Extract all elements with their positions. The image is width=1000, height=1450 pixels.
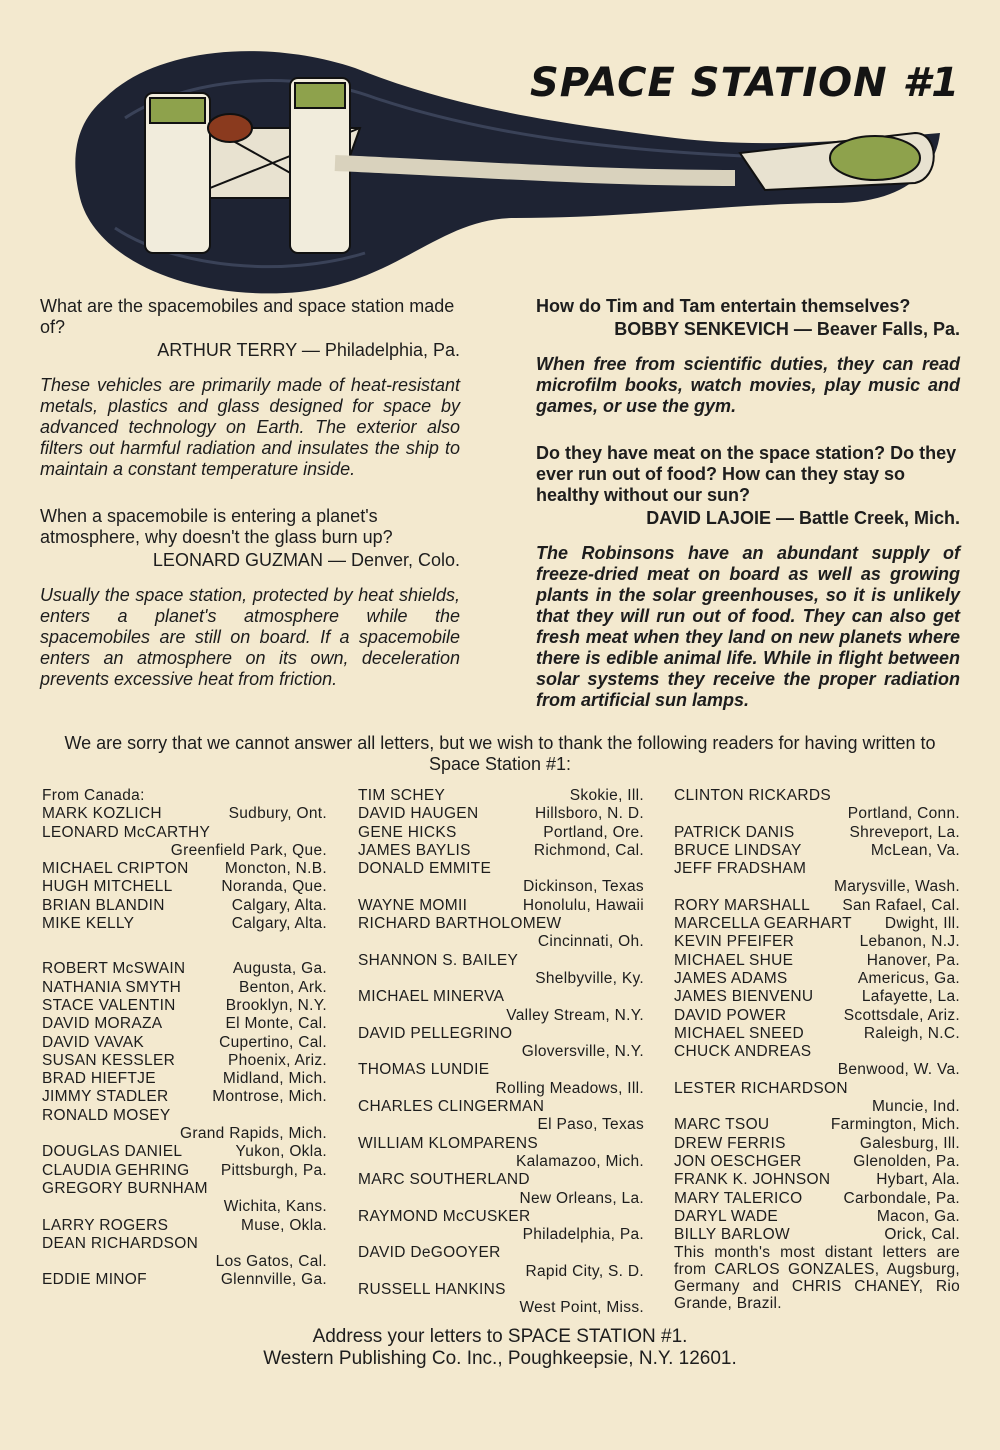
reader-name: BRUCE LINDSAY: [674, 841, 802, 859]
reader-place: Honolulu, Hawaii: [522, 896, 644, 914]
reader-place: El Paso, Texas: [537, 1116, 644, 1134]
reader-place: Gloversville, N.Y.: [521, 1043, 644, 1061]
reader-place: Montrose, Mich.: [212, 1088, 327, 1106]
reader-name: MARCELLA GEARHART: [674, 915, 852, 933]
reader-place: San Rafael, Cal.: [842, 896, 960, 914]
reader-name: DARYL WADE: [674, 1207, 779, 1225]
reader-place: Philadelphia, Pa.: [522, 1226, 644, 1244]
reader-place: Midland, Mich.: [222, 1070, 327, 1088]
reader-entry: [674, 1116, 960, 1134]
reader-entry: [674, 824, 960, 842]
reader-name: JIMMY STADLER: [42, 1088, 169, 1106]
reader-place: Dwight, Ill.: [884, 915, 960, 933]
reader-place: Kalamazoo, Mich.: [516, 1152, 644, 1170]
reader-name: DAVID MORAZA: [42, 1015, 163, 1033]
reader-entry: [674, 1153, 960, 1171]
letters-left-column: [40, 296, 460, 690]
reader-entry: [42, 979, 327, 997]
reader-place: Rapid City, S. D.: [525, 1262, 644, 1280]
reader-name: NATHANIA SMYTH: [42, 978, 182, 996]
reader-place: Shreveport, La.: [849, 823, 960, 841]
reader-place: Benton, Ark.: [238, 978, 327, 996]
reader-name: JAMES BAYLIS: [358, 841, 471, 859]
reader-place: Los Gatos, Cal.: [215, 1253, 327, 1271]
footer-line-1: Address your letters to SPACE STATION #1.: [312, 1326, 688, 1347]
reader-place: Valley Stream, N.Y.: [506, 1006, 644, 1024]
reader-entry: [674, 1190, 960, 1208]
reader-name: BRIAN BLANDIN: [42, 896, 165, 914]
reader-name: ROBERT McSWAIN: [42, 960, 186, 978]
readers-column-3: [674, 787, 960, 1312]
reader-name: WILLIAM KLOMPARENS: [358, 1134, 538, 1152]
reader-place: Portland, Ore.: [543, 823, 644, 841]
reader-entry: [358, 1061, 644, 1098]
reader-credit: LEONARD GUZMAN — Denver, Colo.: [152, 550, 460, 570]
reader-entry: [358, 1135, 644, 1172]
reader-name: GREGORY BURNHAM: [42, 1179, 208, 1197]
reader-credit: BOBBY SENKEVICH — Beaver Falls, Pa.: [614, 319, 960, 339]
question: How do Tim and Tam entertain themselves?: [536, 296, 911, 316]
reader-place: Moncton, N.B.: [224, 860, 327, 878]
question: When a spacemobile is entering a planet's atmosphere, why doesn't the glass burn up?: [40, 506, 393, 547]
reader-name: CHARLES CLINGERMAN: [358, 1098, 545, 1116]
reader-place: Sudbury, Ont.: [228, 805, 327, 823]
reader-entry: [674, 1208, 960, 1226]
reader-entry: [42, 997, 327, 1015]
reader-name: TIM SCHEY: [358, 787, 446, 804]
reader-place: Augusta, Ga.: [232, 960, 327, 978]
reader-name: MARC SOUTHERLAND: [358, 1171, 530, 1189]
reader-entry: [674, 952, 960, 970]
reader-entry: [358, 805, 644, 823]
reader-place: Yukon, Okla.: [235, 1143, 327, 1161]
reader-entry: [358, 897, 644, 915]
reader-entry: [358, 787, 644, 805]
reader-place: Macon, Ga.: [876, 1207, 960, 1225]
reader-place: Scottsdale, Ariz.: [843, 1006, 960, 1024]
footer-line-2: Western Publishing Co. Inc., Poughkeepsie, N.Y. 12601.: [263, 1348, 737, 1369]
reader-entry: [674, 1226, 960, 1244]
reader-place: Cincinnati, Oh.: [537, 933, 644, 951]
reader-name: MARY TALERICO: [674, 1189, 803, 1207]
question: Do they have meat on the space station? Do they ever run out of food? How can they stay so healthy without our sun?: [536, 443, 957, 505]
reader-name: RAYMOND McCUSKER: [358, 1207, 531, 1225]
reader-name: DAVID DeGOOYER: [358, 1244, 501, 1262]
reader-name: DAVID PELLEGRINO: [358, 1024, 513, 1042]
reader-name: FRANK K. JOHNSON: [674, 1171, 831, 1189]
reader-entry: [358, 1025, 644, 1062]
reader-place: Calgary, Alta.: [231, 896, 327, 914]
reader-place: Lafayette, La.: [861, 988, 960, 1006]
reader-place: Portland, Conn.: [847, 805, 960, 823]
reader-place: Carbondale, Pa.: [843, 1189, 960, 1207]
reader-entry: [358, 988, 644, 1025]
reader-name: CLINTON RICKARDS: [674, 787, 831, 804]
reader-name: WAYNE MOMII: [358, 896, 468, 914]
reader-entry: [42, 1034, 327, 1052]
reader-name: MARK KOZLICH: [42, 805, 162, 823]
reader-entry: [674, 1080, 960, 1117]
reader-place: Cupertino, Cal.: [219, 1033, 327, 1051]
reader-entry: [42, 1052, 327, 1070]
answer: These vehicles are primarily made of heat-resistant metals, plastics and glass designed for space by advanced technology on Earth. The exterior also filters out harmful radiation and insulates the ship to maintain a constant temperature inside.: [40, 375, 460, 479]
reader-place: Hillsboro, N. D.: [534, 805, 644, 823]
reader-name: MICHAEL MINERVA: [358, 988, 505, 1006]
reader-name: DAVID VAVAK: [42, 1033, 145, 1051]
reader-entry: [42, 915, 327, 933]
reader-name: STACE VALENTIN: [42, 996, 176, 1014]
reader-name: HUGH MITCHELL: [42, 878, 173, 896]
reader-name: MICHAEL CRIPTON: [42, 860, 189, 878]
reader-entry: [674, 842, 960, 860]
question: What are the spacemobiles and space station made of?: [40, 296, 455, 337]
reader-name: DOUGLAS DANIEL: [42, 1143, 183, 1161]
canada-header: From Canada:: [42, 787, 145, 804]
reader-name: LESTER RICHARDSON: [674, 1079, 848, 1097]
reader-place: Farmington, Mich.: [830, 1116, 960, 1134]
reader-place: Rolling Meadows, Ill.: [495, 1079, 644, 1097]
reader-name: SUSAN KESSLER: [42, 1051, 176, 1069]
reader-place: Muncie, Ind.: [871, 1098, 960, 1116]
reader-place: Shelbyville, Ky.: [535, 969, 644, 987]
answer: Usually the space station, protected by heat shields, enters a planet's atmosphere while the spacemobiles are still on board. If a spacemobile enters an atmosphere on its own, deceleration prevents excessive heat from friction.: [40, 585, 460, 689]
reader-name: DONALD EMMITE: [358, 860, 492, 878]
reader-place: West Point, Miss.: [519, 1299, 644, 1317]
reader-entry: [42, 805, 327, 823]
reader-place: Calgary, Alta.: [231, 915, 327, 933]
reader-place: Phoenix, Ariz.: [228, 1051, 327, 1069]
answer: The Robinsons have an abundant supply of freeze-dried meat on board as well as growing plants in the solar greenhouses, so it is unlikely that they will run out of food. They can also get fresh meat when they land on new planets where there is edible animal life. While in flight between solar systems they receive the proper radiation from artificial sun lamps.: [536, 543, 960, 710]
reader-place: Brooklyn, N.Y.: [225, 996, 327, 1014]
reader-entry: [674, 988, 960, 1006]
reader-name: SHANNON S. BAILEY: [358, 951, 519, 969]
reader-name: DAVID HAUGEN: [358, 805, 479, 823]
reader-name: RICHARD BARTHOLOMEW: [358, 915, 562, 933]
reader-place: El Monte, Cal.: [225, 1015, 327, 1033]
reader-place: Wichita, Kans.: [223, 1198, 327, 1216]
reader-entry: [358, 915, 644, 952]
reader-place: Richmond, Cal.: [533, 841, 644, 859]
reader-entry: [42, 1217, 327, 1235]
reader-place: Orick, Cal.: [884, 1226, 960, 1244]
spacemobile: [740, 133, 934, 190]
reader-name: JAMES ADAMS: [674, 969, 788, 987]
reader-place: Skokie, Ill.: [569, 787, 644, 804]
reader-name: DAVID POWER: [674, 1006, 787, 1024]
reader-entry: [674, 1025, 960, 1043]
reader-name: BILLY BARLOW: [674, 1226, 790, 1244]
reader-credit: ARTHUR TERRY — Philadelphia, Pa.: [157, 340, 460, 360]
reader-name: RORY MARSHALL: [674, 896, 810, 914]
reader-place: Benwood, W. Va.: [837, 1061, 960, 1079]
reader-name: JEFF FRADSHAM: [674, 860, 807, 878]
reader-place: Dickinson, Texas: [523, 878, 644, 896]
reader-name: GENE HICKS: [358, 823, 457, 841]
readers-column-1: [42, 787, 327, 1290]
reader-name: CLAUDIA GEHRING: [42, 1161, 190, 1179]
answer: When free from scientific duties, they can read microfilm books, watch movies, play music and games, or use the gym.: [536, 354, 960, 416]
reader-name: DREW FERRIS: [674, 1134, 786, 1152]
reader-name: MICHAEL SHUE: [674, 951, 794, 969]
reader-name: DEAN RICHARDSON: [42, 1234, 199, 1252]
reader-entry: [358, 1281, 644, 1318]
reader-entry: [42, 1180, 327, 1217]
reader-name: RUSSELL HANKINS: [358, 1281, 506, 1299]
reader-entry: [42, 1070, 327, 1088]
reader-entry: [42, 1235, 327, 1272]
reader-entry: [42, 860, 327, 878]
reader-name: JAMES BIENVENU: [674, 988, 814, 1006]
reader-entry: [674, 970, 960, 988]
reader-place: Noranda, Que.: [221, 878, 327, 896]
reader-entry: [42, 1107, 327, 1144]
reader-entry: [674, 860, 960, 897]
reader-entry: [42, 1088, 327, 1106]
reader-place: Glennville, Ga.: [220, 1271, 327, 1289]
reader-name: MICHAEL SNEED: [674, 1024, 804, 1042]
reader-place: Marysville, Wash.: [834, 878, 960, 896]
reader-entry: [674, 1007, 960, 1025]
reader-place: Pittsburgh, Pa.: [220, 1161, 327, 1179]
reader-entry: [674, 1171, 960, 1189]
reader-entry: [358, 1244, 644, 1281]
reader-entry: [358, 860, 644, 897]
reader-entry: [42, 897, 327, 915]
reader-name: BRAD HIEFTJE: [42, 1070, 156, 1088]
reader-credit: DAVID LAJOIE — Battle Creek, Mich.: [646, 508, 960, 528]
reader-name: JON OESCHGER: [674, 1152, 802, 1170]
reader-name: PATRICK DANIS: [674, 823, 795, 841]
reader-place: Americus, Ga.: [857, 969, 960, 987]
reader-entry: [358, 842, 644, 860]
reader-place: New Orleans, La.: [519, 1189, 644, 1207]
letters-right-column: [536, 296, 960, 711]
reader-place: Lebanon, N.J.: [859, 933, 960, 951]
reader-entry: [358, 824, 644, 842]
reader-entry: [358, 952, 644, 989]
reader-place: Galesburg, Ill.: [859, 1134, 960, 1152]
reader-name: CHUCK ANDREAS: [674, 1043, 812, 1061]
reader-entry: [674, 1135, 960, 1153]
reader-entry: [674, 933, 960, 951]
reader-entry: [358, 1208, 644, 1245]
reader-name: MARC TSOU: [674, 1116, 770, 1134]
reader-entry: [674, 915, 960, 933]
reader-entry: [358, 1171, 644, 1208]
reader-entry: [42, 878, 327, 896]
reader-name: LARRY ROGERS: [42, 1216, 169, 1234]
reader-entry: [674, 1043, 960, 1080]
reader-entry: [42, 1271, 327, 1289]
reader-entry: [358, 1098, 644, 1135]
reader-place: Grand Rapids, Mich.: [180, 1125, 327, 1143]
reader-place: Muse, Okla.: [241, 1216, 327, 1234]
reader-entry: [42, 1143, 327, 1161]
reader-entry: [674, 897, 960, 915]
reader-name: RONALD MOSEY: [42, 1106, 171, 1124]
reader-name: KEVIN PFEIFER: [674, 933, 795, 951]
reader-name: THOMAS LUNDIE: [358, 1061, 490, 1079]
distant-letters-note: This month's most distant letters are from CARLOS GONZALES, Augsburg, Germany and CHRIS CHANEY, Rio Grande, Brazil.: [674, 1244, 960, 1313]
reader-place: Greenfield Park, Que.: [170, 841, 327, 859]
reader-name: EDDIE MINOF: [42, 1271, 147, 1289]
reader-entry: [42, 1015, 327, 1033]
reader-place: Hanover, Pa.: [866, 951, 960, 969]
reader-place: McLean, Va.: [870, 841, 960, 859]
page-title: SPACE STATION #1: [530, 60, 961, 106]
reader-place: Hybart, Ala.: [876, 1171, 960, 1189]
readers-column-2: [358, 787, 644, 1318]
reader-entry: [42, 824, 327, 861]
reader-entry: [42, 960, 327, 978]
reader-name: MIKE KELLY: [42, 915, 135, 933]
reader-place: Glenolden, Pa.: [853, 1152, 960, 1170]
reader-place: Raleigh, N.C.: [863, 1024, 960, 1042]
reader-entry: [674, 787, 960, 824]
thanks-note: We are sorry that we cannot answer all letters, but we wish to thank the following readers for having written to Space Station #1:: [64, 733, 936, 774]
address-footer: [200, 1326, 800, 1370]
reader-entry: [42, 1162, 327, 1180]
reader-name: LEONARD McCARTHY: [42, 823, 211, 841]
